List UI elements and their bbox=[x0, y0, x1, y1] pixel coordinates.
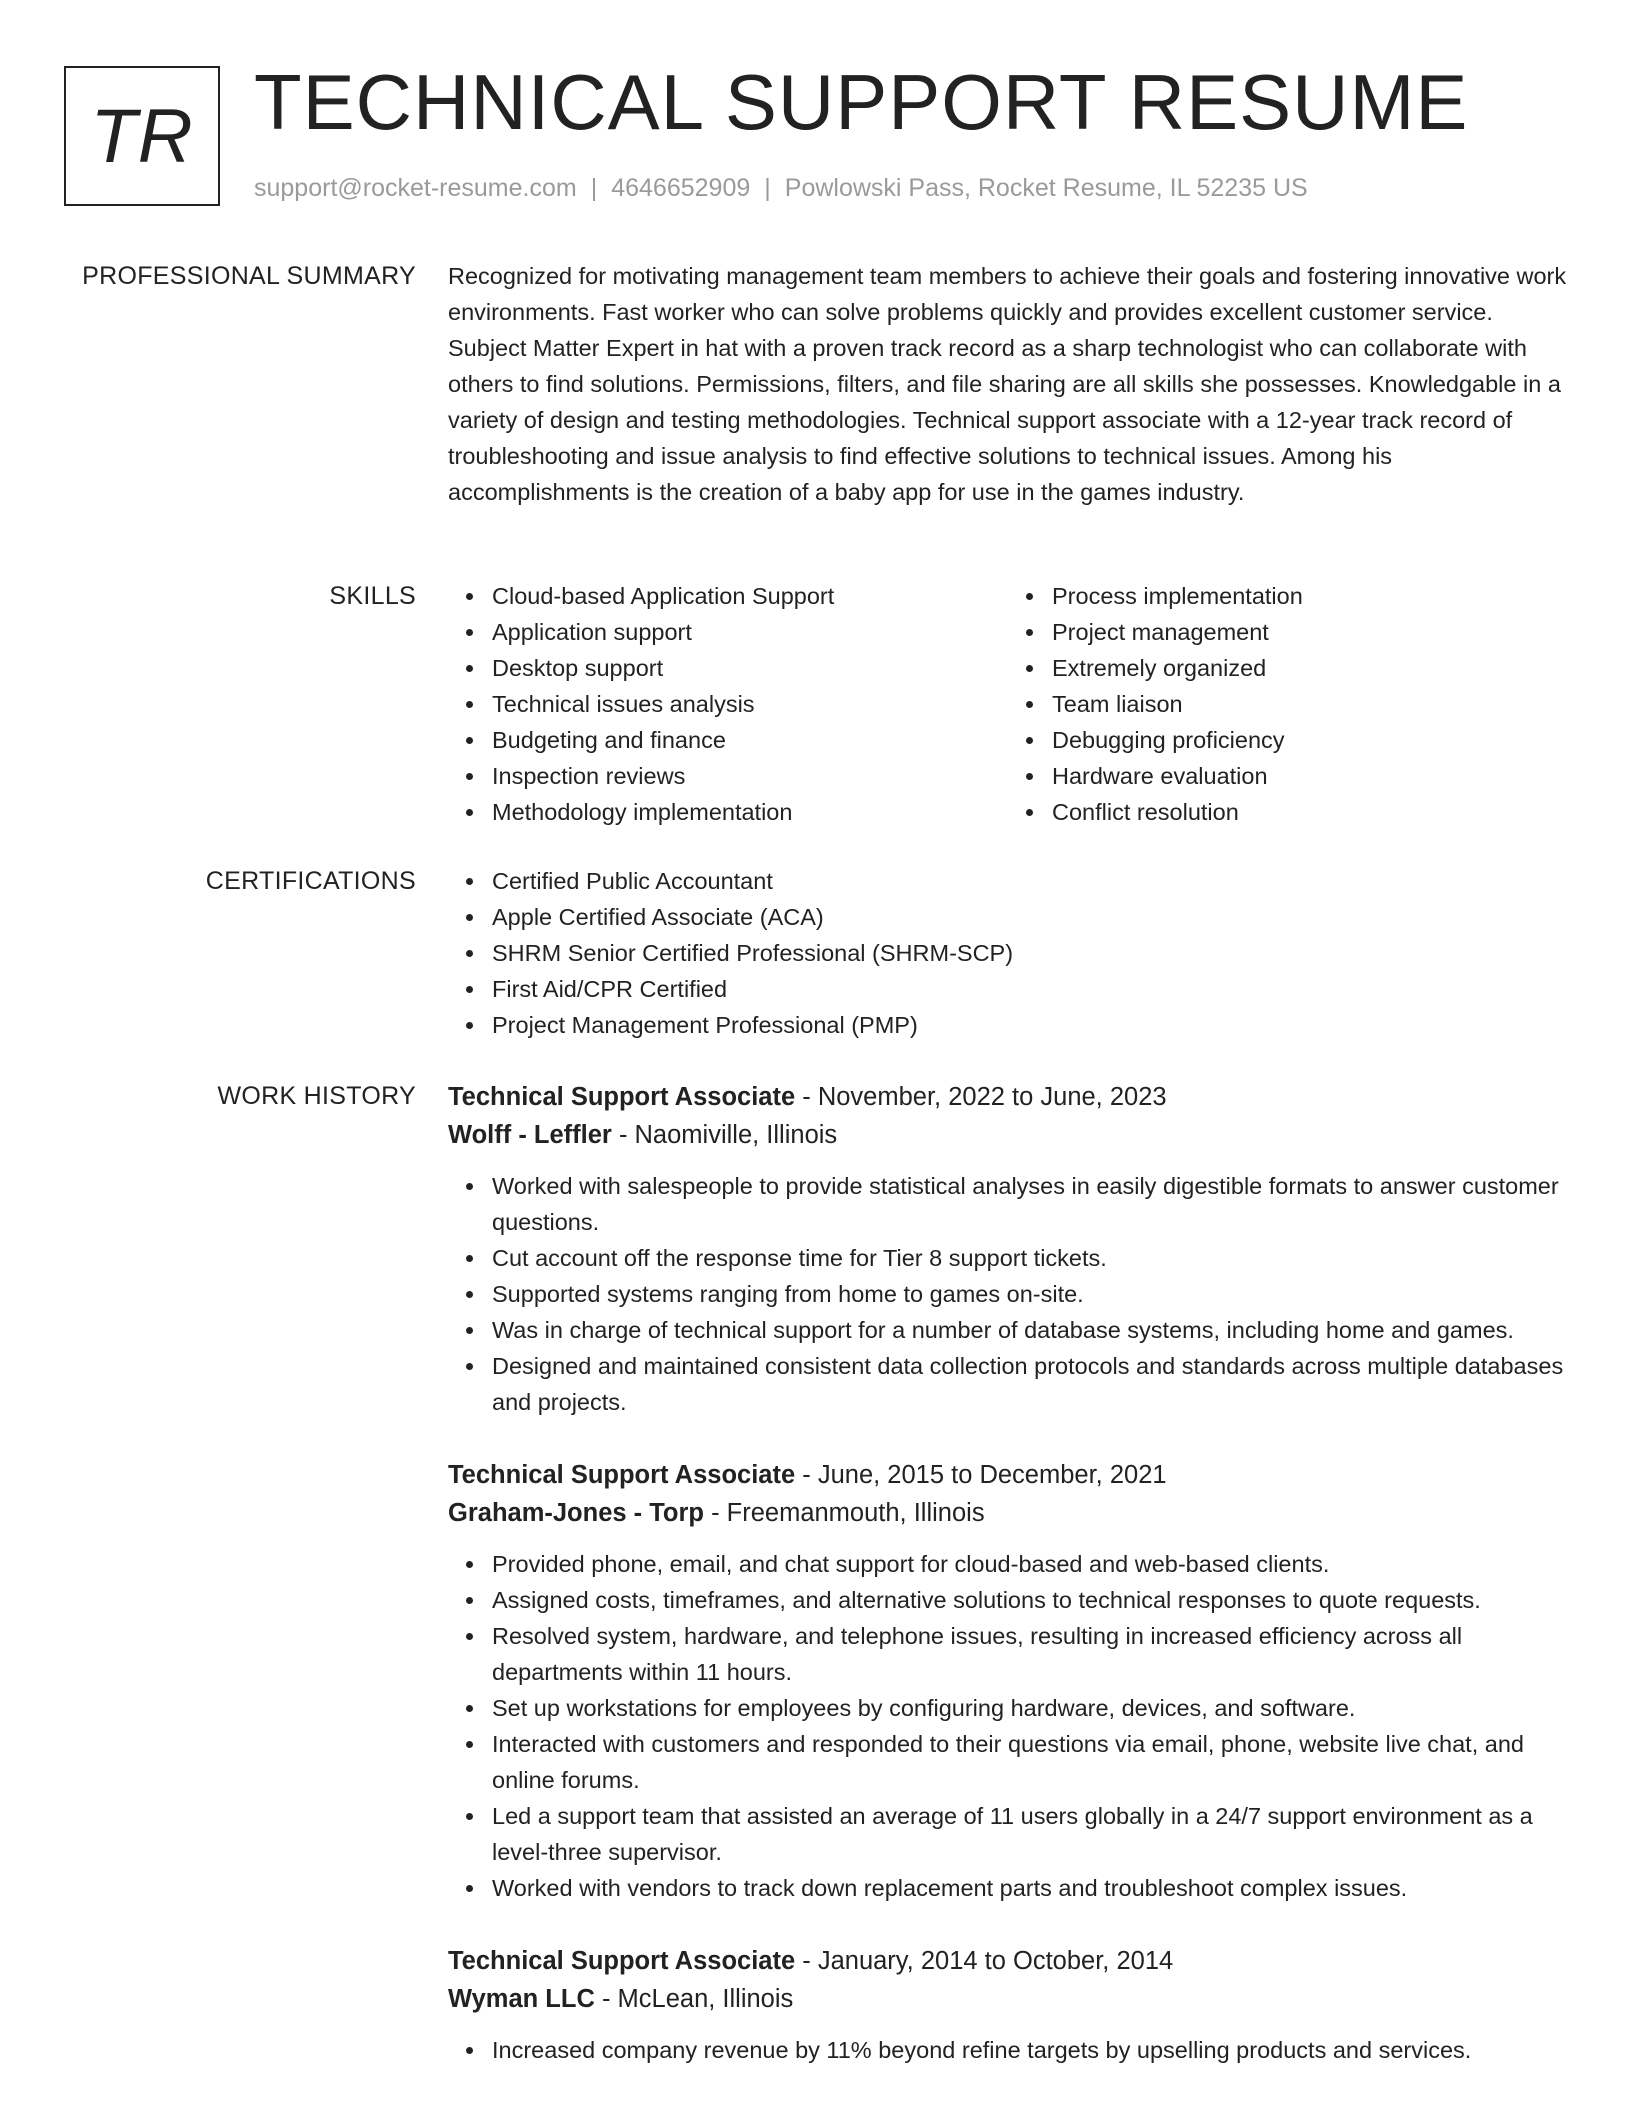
skill-item: Application support bbox=[492, 614, 1008, 650]
skill-item: Hardware evaluation bbox=[1052, 758, 1568, 794]
job-bullet: Worked with vendors to track down replacement parts and troubleshoot complex issues. bbox=[492, 1870, 1568, 1906]
job-bullet: Was in charge of technical support for a number of database systems, including home and games. bbox=[492, 1312, 1568, 1348]
job-bullet: Provided phone, email, and chat support for cloud-based and web-based clients. bbox=[492, 1546, 1568, 1582]
contact-separator: | bbox=[764, 174, 771, 202]
job-company-line bbox=[448, 1494, 1568, 1532]
contact-address: Powlowski Pass, Rocket Resume, IL 52235 US bbox=[784, 174, 1308, 202]
skill-item: Inspection reviews bbox=[492, 758, 1008, 794]
job-company: Wolff - Leffler bbox=[448, 1121, 612, 1149]
job-entry bbox=[448, 1078, 1568, 1420]
job-bullet: Designed and maintained consistent data collection protocols and standards across multiple databases and projects. bbox=[492, 1348, 1568, 1420]
skill-item: Conflict resolution bbox=[1052, 794, 1568, 830]
contact-email[interactable]: support@rocket-resume.com bbox=[254, 174, 577, 202]
job-company: Wyman LLC bbox=[448, 1985, 595, 2013]
job-bullet: Set up workstations for employees by configuring hardware, devices, and software. bbox=[492, 1690, 1568, 1726]
certification-item: Project Management Professional (PMP) bbox=[492, 1007, 1568, 1043]
certification-item: First Aid/CPR Certified bbox=[492, 971, 1568, 1007]
resume-title: TECHNICAL SUPPORT RESUME bbox=[254, 58, 1469, 146]
job-bullets bbox=[448, 2032, 1568, 2068]
contact-separator: | bbox=[590, 174, 598, 202]
job-bullet: Assigned costs, timeframes, and alternative solutions to technical responses to quote requests. bbox=[492, 1582, 1568, 1618]
monogram-box bbox=[64, 66, 220, 206]
certifications-list bbox=[448, 863, 1568, 1043]
job-bullet: Interacted with customers and responded to their questions via email, phone, website live chat, and online forums. bbox=[492, 1726, 1568, 1798]
skill-item: Budgeting and finance bbox=[492, 722, 1008, 758]
skills-body bbox=[448, 578, 1568, 830]
job-bullet: Supported systems ranging from home to games on-site. bbox=[492, 1276, 1568, 1312]
skills-heading: SKILLS bbox=[329, 582, 416, 610]
job-bullet: Worked with salespeople to provide statistical analyses in easily digestible formats to answer customer questions. bbox=[492, 1168, 1568, 1240]
summary-text: Recognized for motivating management team members to achieve their goals and fostering innovative work environments. Fast worker who can solve problems quickly and provides excellent customer service. Subject Matter Expert in hat with a proven track record as a sharp technologist who can collaborate with others to find solutions. Permissions, filters, and file sharing are all skills she possesses. Knowledgable in a variety of design and testing methodologies. Technical support associate with a 12-year track record of troubleshooting and issue analysis to find effective solutions to technical issues. Among his accomplishments is the creation of a baby app for use in the games industry. bbox=[448, 263, 1567, 505]
work-history-heading: WORK HISTORY bbox=[217, 1082, 416, 1110]
contact-phone[interactable]: 4646652909 bbox=[611, 174, 751, 202]
skill-item: Desktop support bbox=[492, 650, 1008, 686]
certification-item: SHRM Senior Certified Professional (SHRM-SCP) bbox=[492, 935, 1568, 971]
skill-item: Project management bbox=[1052, 614, 1568, 650]
skill-item: Process implementation bbox=[1052, 578, 1568, 614]
skill-item: Methodology implementation bbox=[492, 794, 1008, 830]
certifications-heading: CERTIFICATIONS bbox=[205, 867, 416, 895]
job-location: - Naomiville, Illinois bbox=[611, 1121, 838, 1149]
job-entry bbox=[448, 1456, 1568, 1906]
skills-list-right bbox=[1008, 578, 1568, 830]
skills-list-left bbox=[448, 578, 1008, 830]
job-dates: - November, 2022 to June, 2023 bbox=[795, 1083, 1167, 1111]
certifications-body bbox=[448, 863, 1568, 1043]
skill-item: Debugging proficiency bbox=[1052, 722, 1568, 758]
skill-item: Technical issues analysis bbox=[492, 686, 1008, 722]
summary-heading: PROFESSIONAL SUMMARY bbox=[82, 262, 416, 290]
job-location: - Freemanmouth, Illinois bbox=[703, 1499, 985, 1527]
job-company-line bbox=[448, 1116, 1568, 1154]
job-bullets bbox=[448, 1168, 1568, 1420]
skill-item: Cloud-based Application Support bbox=[492, 578, 1008, 614]
job-title: Technical Support Associate bbox=[448, 1461, 796, 1489]
job-title-line bbox=[448, 1078, 1568, 1116]
job-location: - McLean, Illinois bbox=[594, 1985, 794, 2013]
skill-item: Extremely organized bbox=[1052, 650, 1568, 686]
work-history-body bbox=[448, 1078, 1568, 2104]
job-title-line bbox=[448, 1942, 1568, 1980]
skill-item: Team liaison bbox=[1052, 686, 1568, 722]
job-bullets bbox=[448, 1546, 1568, 1906]
certification-item: Apple Certified Associate (ACA) bbox=[492, 899, 1568, 935]
job-entry bbox=[448, 1942, 1568, 2068]
job-bullet: Increased company revenue by 11% beyond refine targets by upselling products and services. bbox=[492, 2032, 1568, 2068]
job-bullet: Resolved system, hardware, and telephone issues, resulting in increased efficiency across all departments within 11 hours. bbox=[492, 1618, 1568, 1690]
job-dates: - January, 2014 to October, 2014 bbox=[795, 1947, 1174, 1975]
job-company: Graham-Jones - Torp bbox=[448, 1499, 704, 1527]
job-title: Technical Support Associate bbox=[448, 1947, 796, 1975]
job-company-line bbox=[448, 1980, 1568, 2018]
job-bullet: Led a support team that assisted an average of 11 users globally in a 24/7 support environment as a level-three supervisor. bbox=[492, 1798, 1568, 1870]
job-title: Technical Support Associate bbox=[448, 1083, 796, 1111]
summary-body bbox=[448, 258, 1568, 510]
monogram-initials: TR bbox=[90, 93, 194, 179]
certification-item: Certified Public Accountant bbox=[492, 863, 1568, 899]
job-title-line bbox=[448, 1456, 1568, 1494]
job-dates: - June, 2015 to December, 2021 bbox=[795, 1461, 1167, 1489]
job-bullet: Cut account off the response time for Tier 8 support tickets. bbox=[492, 1240, 1568, 1276]
contact-line bbox=[254, 174, 1308, 203]
